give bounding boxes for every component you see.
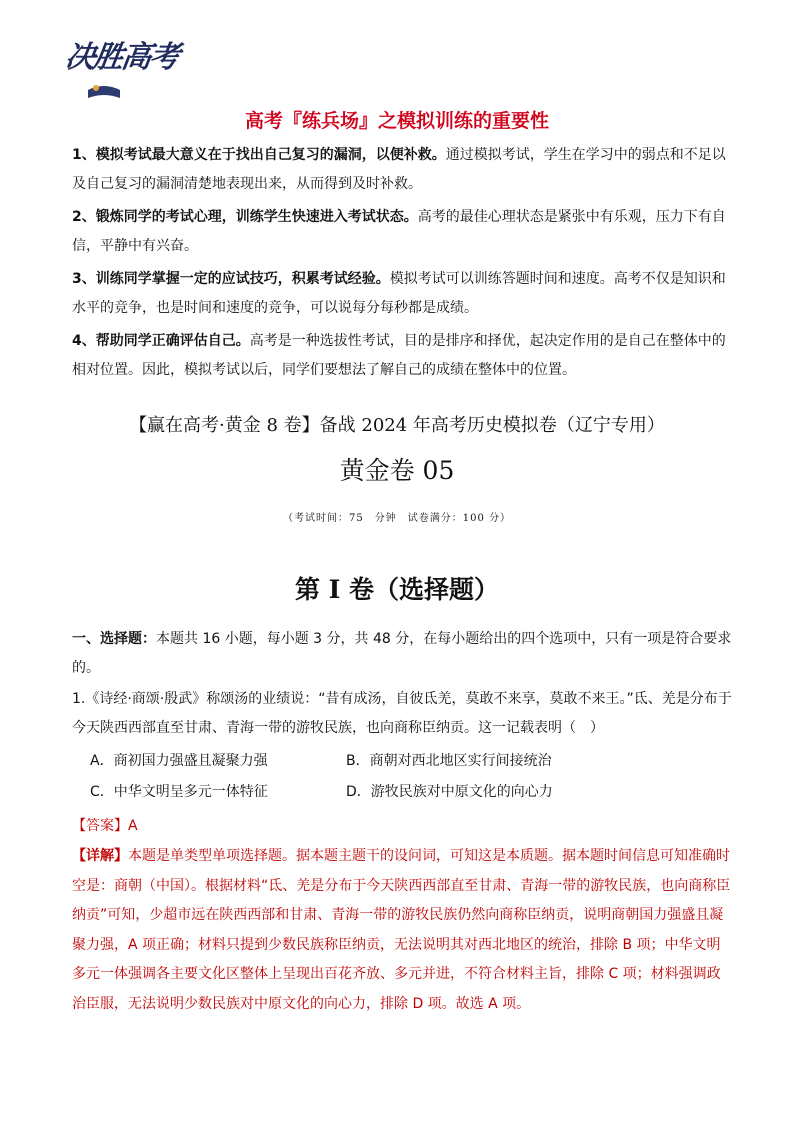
point-3-bold: 3、训练同学掌握一定的应试技巧，积累考试经验。 (72, 271, 390, 287)
paper-title: 黄金卷 05 (339, 456, 455, 485)
option-b: B．商朝对西北地区实行间接统治 (346, 753, 552, 769)
question-1-stem: 1.《诗经·商颂·殷武》称颂汤的业绩说：“昔有成汤，自彼氐羌，莫敢不来享，莫敢不来王。”氐、羌是分布于今天陕西西部直至甘肃、青海一带的游牧民族，也向商称臣纳贡。这一记载表明（ ） (72, 691, 732, 736)
logo-text: 决胜高考 (63, 40, 180, 75)
detail-label: 【详解】 (72, 848, 128, 864)
brand-logo (63, 32, 181, 107)
exam-time-info: （考试时间：75 分钟 试卷满分：100 分） (283, 513, 511, 524)
page-title: 高考『练兵场』之模拟训练的重要性 (244, 110, 549, 132)
section-intro (72, 625, 732, 683)
point-2-text: 高考的最佳心理状态是紧张中有乐观，压力下有自信，平静中有兴奋。 (72, 209, 726, 254)
section-intro-text: 本题共 16 小题，每小题 3 分，共 48 分，在每小题给出的四个选项中，只有一项是符合要求的。 (72, 631, 732, 676)
point-1 (72, 141, 732, 199)
point-4 (72, 327, 732, 385)
book-icon (84, 78, 124, 102)
point-1-bold: 1、模拟考试最大意义在于找出自己复习的漏洞，以便补救。 (72, 147, 446, 163)
exam-series-title: 【赢在高考·黄金 8 卷】备战 2024 年高考历史模拟卷（辽宁专用） (129, 415, 665, 436)
detail-text: 本题是单类型单项选择题。据本题主题干的设问词，可知这是本质题。据本题时间信息可知准确时空是：商朝（中国）。根据材料“氐、羌是分布于今天陕西西部直至甘肃、青海一带的游牧民族，也向商称臣纳贡”可知，少超市远在陕西西部和甘肃、青海一带的游牧民族仍然向商称臣纳贡，说明商朝国力强盛且凝聚力强，A 项正确；材料只提到少数民族称臣纳贡，无法说明其对西北地区的统治，排除 B 项；中华文明多元一体强调各主要文化区整体上呈现出百花齐放、多元并进，不符合材料主旨，排除 C 项；材料强调政治臣服，无法说明少数民族对中原文化的向心力，排除 D 项。故选 A 项。 (72, 848, 731, 1012)
answer-detail (72, 842, 732, 1019)
point-4-text: 高考是一种选拔性考试，目的是排序和择优，起决定作用的是自己在整体中的相对位置。因此，模拟考试以后，同学们要想法了解自己的成绩在整体中的位置。 (72, 333, 726, 378)
point-4-bold: 4、帮助同学正确评估自己。 (72, 333, 250, 349)
option-a: A．商初国力强盛且凝聚力强 (90, 753, 268, 769)
point-2-bold: 2、锻炼同学的考试心理，训练学生快速进入考试状态。 (72, 209, 418, 225)
section-intro-label: 一、选择题： (72, 631, 156, 647)
point-2 (72, 203, 732, 261)
answer: 【答案】A (72, 818, 138, 834)
option-c: C．中华文明呈多元一体特征 (90, 784, 268, 800)
option-d: D．游牧民族对中原文化的向心力 (346, 784, 553, 800)
volume-title: 第 I 卷（选择题） (294, 575, 500, 604)
point-1-text: 通过模拟考试，学生在学习中的弱点和不足以及自己复习的漏洞清楚地表现出来，从而得到及时补救。 (72, 147, 726, 192)
point-3-text: 模拟考试可以训练答题时间和速度。高考不仅是知识和水平的竞争，也是时间和速度的竞争，可以说每分每秒都是成绩。 (72, 271, 726, 316)
point-3 (72, 265, 732, 323)
